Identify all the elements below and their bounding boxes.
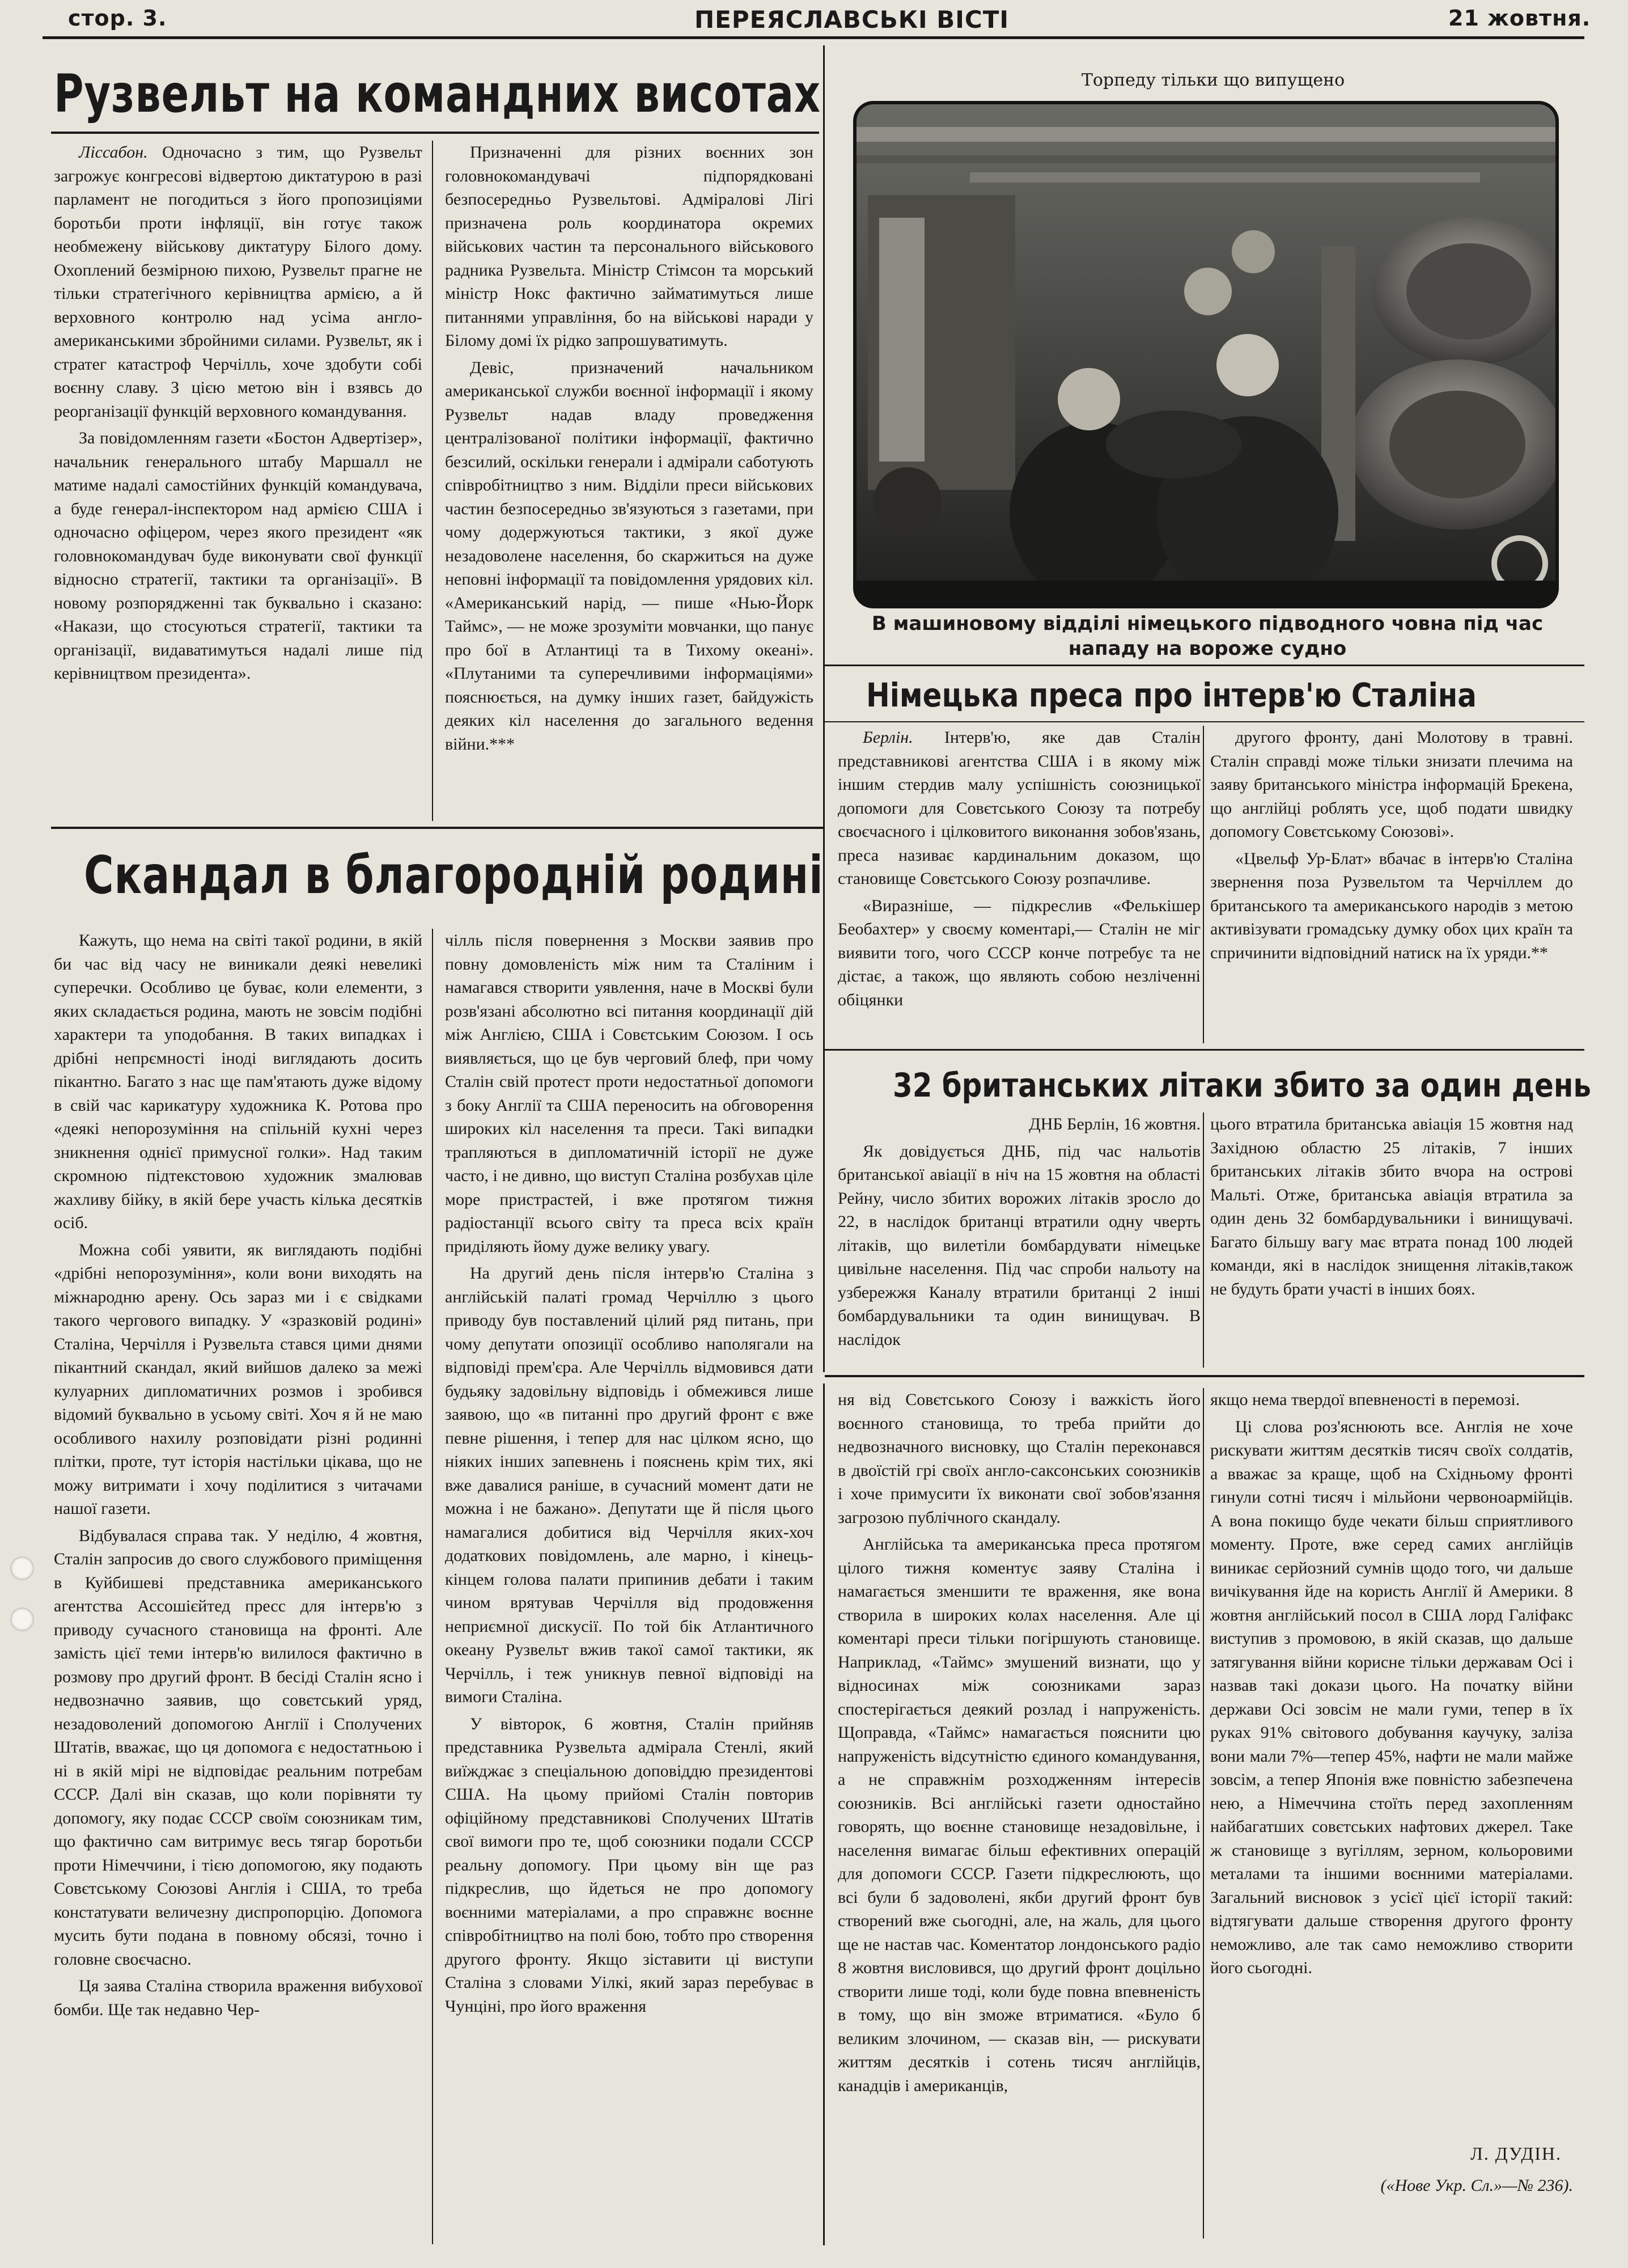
planes-dateline: ДНБ Берлін, 16 жовтня.	[1029, 1115, 1201, 1133]
paragraph: цього втратила британська авіація 15 жовтня над Західною областю 25 літаків, 7 інших британських літаків збито вчора на острові Мальті. Отже, британська авіація втратила за один день 32 бомбардувальники і винищувачі. Багато більшу вагу має втрата понад 100 людей команди, які в наслідок знищення літаків,також не будуть брати участі в інших боях.	[1210, 1115, 1573, 1298]
column-divider	[1203, 1112, 1204, 1368]
paragraph: Інтерв'ю, яке дав Сталін представникові агентства США і в якому між іншим стердив малу успішність союзницької допомоги для Совєтського Союзу та потребу своєчасного і цілковитого виконання зобов'язань, преса називає кардинальним доказом, що становище Совєтського Союзу розпачливе.	[838, 728, 1201, 888]
roosevelt-col-2	[445, 141, 813, 827]
roosevelt-end-rule	[51, 827, 823, 829]
engine-room-image	[857, 104, 1559, 608]
planes-col-1	[838, 1112, 1201, 1373]
source-note: («Нове Укр. Сл.»—№ 236).	[1380, 2176, 1573, 2195]
paragraph: У вівторок, 6 жовтня, Сталін прийняв представника Рузвельта адмірала Стенлі, який виїжджає з спеціальною доповіддю президентові США. На цьому прийомі Сталін повторив офіційному представникові Сполучених Штатів свої вимоги про те, щоб союзники подали СССР реальну допомогу. При цьому він ще раз підкреслив, що йдеться не про допомогу воєнними матеріалами, а про справжнє воєнне співробітництво на полі бою, тобто про створення другого фронту. Якщо зіставити ці виступи Сталіна з словами Уілкі, який зараз перебуває в Чунціні, про його враження	[445, 1714, 813, 2016]
submarine-photo	[853, 101, 1559, 608]
column-divider	[823, 1383, 825, 2245]
newspaper-title: ПЕРЕЯСЛАВСЬКІ ВІСТІ	[694, 6, 1010, 33]
issue-date: 21 жовтня.	[1448, 6, 1591, 31]
paragraph: Призначенні для різних воєнних зон головнокомандувачі підпорядковані безпосередньо Рузвельтові. Адміралові Лігі призначена роль координатора окремих військових частин та персонального військового радника Рузвельта. Міністр Стімсон та морський міністр Нокс фактично займатимуться лише питаннями управління, бо на військові наради у Білому домі їх рідко запрошуватимуть.	[445, 143, 813, 350]
paragraph: Одночасно з тим, що Рузвельт загрожує конгресові відвертою диктатурою в разі парламент не погодиться з його пропозиціями боротьби проти інфляції, він готує також необмежену військову диктатуру Білого дому. Охоплений безмірною пихою, Рузвельт прагне не тільки стратегічного керівництва армією, а й верховного контролю над усіма англо-американськими збройними силами. Рузвельт, як і стратег катастроф Черчілль, хоче здобути собі воєнну славу. З цією метою він і взявсь до реорганізації функцій верховного командування.	[54, 143, 422, 421]
column-divider	[1203, 1388, 1204, 2239]
photo-label: Торпеду тільки що випущено	[1081, 70, 1345, 90]
paragraph: «Цвельф Ур-Блат» вбачає в інтерв'ю Сталіна звернення поза Рузвельтом та Черчіллем до британського та американського народів з метою активізувати громадську думку обох цих країн та спричинити відповідний натиск на їх уряди.**	[1210, 849, 1573, 962]
paragraph: На другий день після інтерв'ю Сталіна з англійській палаті громад Черчіллю з цього приводу був поставлений цілий ряд питань, при чому депутати опозиції особливо наполягали на відповіді прем'єра. Але Черчілль відмовився дати будьяку задовільну відповідь і обмежився лише заявою, що «в питанні про другий фронт є вже певне рішення, і тепер для нас цілком ясно, що ніяких інших запевнень і пояснень крім тих, які вже давалися раніше, в сучасний момент дати не можна і не бажано». Депутати ще й після цього намагалися добитися від Черчілля яких-хоч додаткових повідомлень, але марно, і кінець-кінцем голова палати припинив дебати і таким чином врятував Черчілля від продовження неприємної дискусії. По той бік Атлантичного океану Рузвельт вжив такої самої тактики, як Черчілль, і теж уникнув певної відповіді на вимоги Сталіна.	[445, 1264, 813, 1706]
page-number: стор. 3.	[68, 6, 167, 31]
paragraph: Ці слова роз'яснюють все. Англія не хоче рискувати життям десятків тисяч своїх солдатів, а вважає за краще, щоб на Східньому фронті гинули сотні тисяч і мільйони червоноармійців. А вона покищо буде чекати більш сприятливого моменту. Проте, вже серед самих англійців виникає серйозний сумнів щодо того, чи дальше вичікування йде на користь Англії й Америки. 8 жовтня англійський посол в США лорд Галіфакс виступив з промовою, в якій сказав, що дальше затягування війни корисне тільки державам Осі і назвав такі докази цього. На початку війни держави Осі зовсім не мали гуми, тепер в їх руках 91% світового добування каучуку, заліза вони мали 7%—тепер 45%, нафти не мали майже зовсім, а тепер Японія вже повністю забезпечена нею, а Німеччина стоїть перед захопленням найбагатших совєтських нафтових джерел. Таке ж становище з вугіллям, зерном, кольоровими металами та іншими воєнними матеріалами. Загальний висновок з усієї цієї історії такий: відтягувати дальше створення другого фронту неможливо, але так само неможливо створити його сьогодні.	[1210, 1417, 1573, 1977]
page-divider	[823, 45, 825, 1372]
punch-hole	[10, 1556, 34, 1580]
roosevelt-headline: Рузвельт на командних висотах	[54, 64, 821, 124]
paragraph: Як довідується ДНБ, під час нальотів британської авіації в ніч на 15 жовтня на області Рейну, число збитих ворожих літаків зросло до 22, в наслідок британці втратили одну чверть літаків, що вилетіли бомбардувати німецьке цивільне населення. Під час спроби нальоту на узбережжя Каналу втратили британці 2 інші бомбардувальники та один винищувач. В наслідок	[838, 1141, 1201, 1349]
paragraph: якщо нема твердої впевненості в перемозі.	[1210, 1390, 1520, 1409]
column-divider	[432, 929, 433, 2244]
paragraph: За повідомленням газети «Бостон Адвертізер», начальник генерального штабу Маршалл не матиме надалі самостійних функцій командувача, а буде генерал-інспектором над армією США і одночасно офіцером, через якого президент «як головнокомандувач буде виконувати свої функції відносно стратегії, тактики та організації». В новому розпорядженні так буквально і сказано: «Накази, що стосуються стратегії, тактики та організації, видаватимуться надалі лише під керівництвом президента».	[54, 429, 422, 683]
scandal-col-3	[838, 1388, 1201, 2250]
paragraph: ня від Совєтського Союзу і важкість його воєнного становища, то треба прийти до недвозначного висновку, що Сталін переконався в двоїстій грі своїх англо-саксонських союзників і хоче примусити їх виконати свої зобов'язання загрозою публічного скандалу.	[838, 1390, 1201, 1527]
header-rule	[43, 36, 1584, 39]
scandal-col-1	[54, 929, 422, 2250]
planes-end-rule	[825, 1375, 1584, 1377]
paragraph: другого фронту, дані Молотову в травні. Сталін справді може тільки знизати плечима на заяву британського міністра інформацій Брекена, що англійці роблять усе, щоб подати швидку допомогу Совєтському Союзові».	[1210, 728, 1573, 841]
paragraph: Ця заява Сталіна створила враження вибухової бомби. Ще так недавно Чер-	[54, 1977, 422, 2019]
press-col-2	[1210, 726, 1573, 1043]
paragraph: Англійська та американська преса протягом цілого тижня коментує заяву Сталіна і намагається зменшити те враження, яке вона створила в широких колах населення. Але ці коментарі преси тільки погіршують становище. Наприклад, «Таймс» змушений визнати, що у відносинах між союзниками зараз спостерігається деякий розлад і напруженість. Щоправда, «Таймс» намагається пояснити цю напруженість відсутністю єдиного командування, а не справжнім розходженням інтересів союзників. Всі англійські газети одностайно говорять, що воєнне становище незадовільне, і населення вимагає більш ефективних операцій для допомоги СССР. Газети підкреслюють, що всі були б задоволені, якби другий фронт був створений вже сьогодні, але, на жаль, для цього ще не настав час. Коментатор лондонського радіо 8 жовтня висловився, що другий фронт доцільно створити лише тоді, коли буде повна впевненість в тому, що він зможе втриматися. «Було б великим злочином, — сказав він, — рискувати життям десятків і сотень тисяч англійців, канадців і американців,	[838, 1535, 1201, 2095]
author-signature: Л. ДУДІН.	[1470, 2143, 1562, 2164]
paragraph: Відбувалася справа так. У неділю, 4 жовтня, Сталін запросив до свого службового приміщення в Куйбишеві представника американського агентства Ассошієйтед пресс для інтерв'ю з приводу сучасного становища на фронті. Але замість цієї теми інтерв'ю вилилося фактично в розмову про другий фронт. В бесіді Сталін ясно і недвозначно заявив, що совєтський уряд, незадоволений допомогою Англії і Сполучених Штатів, вважає, що ця допомога є недостатньою і ні в якій мірі не відповідає реальним потребам СССР. Далі він сказав, що коли порівняти ту допомогу, яку подає СССР своїм союзникам тим, що фактично сам витримує весь тягар боротьби проти Німеччини, і тією допомогою, яку подають Совєтському Союзові Англія і США, то треба констатувати величезну диспропорцію. Допомога мусить бути подана в повному обсязі, точно і головне своєчасно.	[54, 1526, 422, 1969]
press-dateline: Берлін.	[863, 728, 913, 747]
roosevelt-col-1	[54, 141, 422, 827]
planes-headline: 32 британських літаки збито за один день	[893, 1066, 1591, 1105]
photo-rule	[825, 665, 1584, 666]
paragraph: Кажуть, що нема на світі такої родини, в якій би час від часу не виникали деякі невеликі суперечки. Особливо це буває, коли елементи, з яких складається родина, мають не зовсім подібні характери та уподобання. В таких випадках і дрібні непрємності іноді виглядають досить пікантно. Багато з нас ще пам'ятають дуже відому в свій час карикатуру художника К. Ротова про «деякі непорозуміння на спільній кухні через зникнення однієї примусної голки». Над таким скромною підтекстовою художник змалював жахливу бійку, в якій бере участь кілька десятків осіб.	[54, 931, 422, 1232]
paragraph: «Виразніше, — підкреслив «Фелькішер Беобахтер» у своєму коментарі,— Сталін не міг виявити того, чого СССР конче потребує та не дістає, а також, що являють собою незліченні обіцянки	[838, 896, 1201, 1009]
paragraph: Девіс, призначений начальником американської служби воєнної інформації і якому Рузвельт надав владу проведження централізованої політики інформації, фактично безсилий, оскільки генерали і адмірали саботують співробітництво з ним. Відділи преси військових частин безпосередньо зв'язуються з газетами, при чому додержуються тактики, з якої дуже незадоволене населення, бо скаржиться на дуже неповні інформації та повідомлення урядових кіл. «Американський нарід, — пише «Нью-Йорк Таймс», — не може зрозуміти мовчанки, що панує про бої в Атлантиці та в Тихому океані». «Плутаними та суперечливими інформаціями» пояснюється, на думку інших газет, байдужість деяких кіл населення до загального ведення війни.***	[445, 358, 813, 754]
column-divider	[432, 141, 433, 821]
punch-hole	[10, 1607, 34, 1631]
roosevelt-rule	[51, 132, 819, 134]
scandal-headline: Скандал в благородній родині	[84, 845, 824, 905]
press-headline: Німецька преса про інтерв'ю Сталіна	[866, 676, 1477, 714]
press-rule	[825, 721, 1584, 722]
column-divider	[1203, 726, 1204, 1043]
scandal-col-4	[1210, 1388, 1573, 2136]
planes-col-2	[1210, 1112, 1573, 1373]
scandal-col-2	[445, 929, 813, 2250]
press-col-1	[838, 726, 1201, 1043]
press-end-rule	[825, 1049, 1584, 1051]
photo-caption: В машиновому відділі німецького підводного човна під час нападу на вороже судно	[871, 612, 1544, 660]
roosevelt-dateline: Ліссабон.	[79, 143, 148, 162]
paragraph: чілль після повернення з Москви заявив про повну домовленість між ним та Сталіним і намагався створити уявлення, наче в Москві були розв'язані абсолютно всі питання координації дій між Англією, США і Совєтським Союзом. І ось виявляється, що це був черговий блеф, при чому Сталін свій протест проти недостатньої допомоги з боку Англії та США переносить на обговорення широких кіл населення та преси. Такі випадки трапляються в дипломатичній історії не дуже часто, і не дивно, що виступ Сталіна розбухав ціле море пристрастей, і вже протягом тижня радіостанції всього світу та преса всіх країн приділяють йому дуже велику увагу.	[445, 931, 813, 1256]
paragraph: Можна собі уявити, як виглядають подібні «дрібні непорозуміння», коли вони виходять на міжнародню арену. Ось зараз ми і є свідками такого чергового випадку. У «зразковій родині» Сталіна, Черчілля і Рузвельта стався цими днями пікантний скандал, який вийшов далеко за межі кулуарних дипломатичних розмов і зробився відомий буквально в усьому світі. Хоч я й не маю особливого нахилу розповідати різні родинні плітки, проте, тут історія настільки цікава, що не можу витримати і хочу поділитися з читачами нашої газети.	[54, 1240, 422, 1518]
